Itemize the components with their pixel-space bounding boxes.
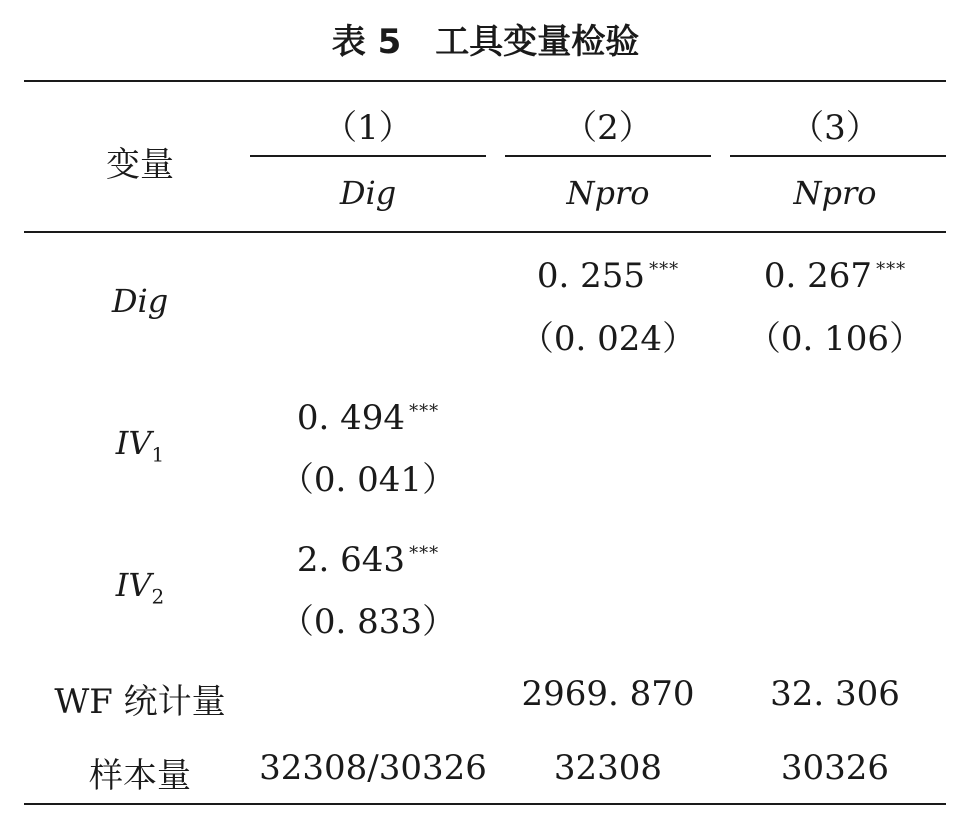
col2-number: （2） [563,108,653,148]
col1-number: （1） [323,108,413,148]
col1-header-rule [250,155,486,157]
coef-value: 2. 643 [296,540,406,580]
row-label-wf: WF 统计量 [54,682,226,722]
significance-stars: *** [409,400,440,422]
significance-stars: *** [876,258,907,280]
dig-col3-se: （0. 106） [746,319,924,359]
table-title: 表 5 工具变量检验 [331,22,640,62]
wf-col2: 2969. 870 [521,674,695,714]
row-label-dig: Dig [111,282,169,320]
coef-value: 0. 494 [296,398,406,438]
variable-header: 变量 [106,145,174,185]
label-subscript: 2 [151,584,165,609]
col2-header-rule [505,155,711,157]
col2-dependent-var: Npro [566,174,650,212]
iv1-col1-se: （0. 041） [279,460,457,500]
col3-number: （3） [790,108,880,148]
row-label-sample-size: 样本量 [89,756,191,796]
label-text: IV [115,424,152,462]
iv2-col1-coef [268,540,468,580]
coef-value: 0. 267 [763,256,873,296]
iv1-col1-coef [268,398,468,438]
row-label-iv1 [70,424,210,466]
header-bottom-rule [24,231,946,233]
dig-col3-coef [735,256,935,296]
dig-col2-se: （0. 024） [519,319,697,359]
iv2-col1-se: （0. 833） [279,602,457,642]
col3-header-rule [730,155,946,157]
col3-dependent-var: Npro [793,174,877,212]
bottom-rule [24,803,946,805]
n-col1: 32308/30326 [259,748,487,788]
n-col2: 32308 [553,748,663,788]
coef-value: 0. 255 [536,256,646,296]
label-subscript: 1 [151,442,165,467]
wf-col3: 32. 306 [770,674,900,714]
dig-col2-coef [508,256,708,296]
n-col3: 30326 [780,748,890,788]
significance-stars: *** [649,258,680,280]
row-label-iv2 [70,566,210,608]
top-rule [24,80,946,82]
label-text: IV [115,566,152,604]
significance-stars: *** [409,542,440,564]
col1-dependent-var: Dig [339,174,397,212]
